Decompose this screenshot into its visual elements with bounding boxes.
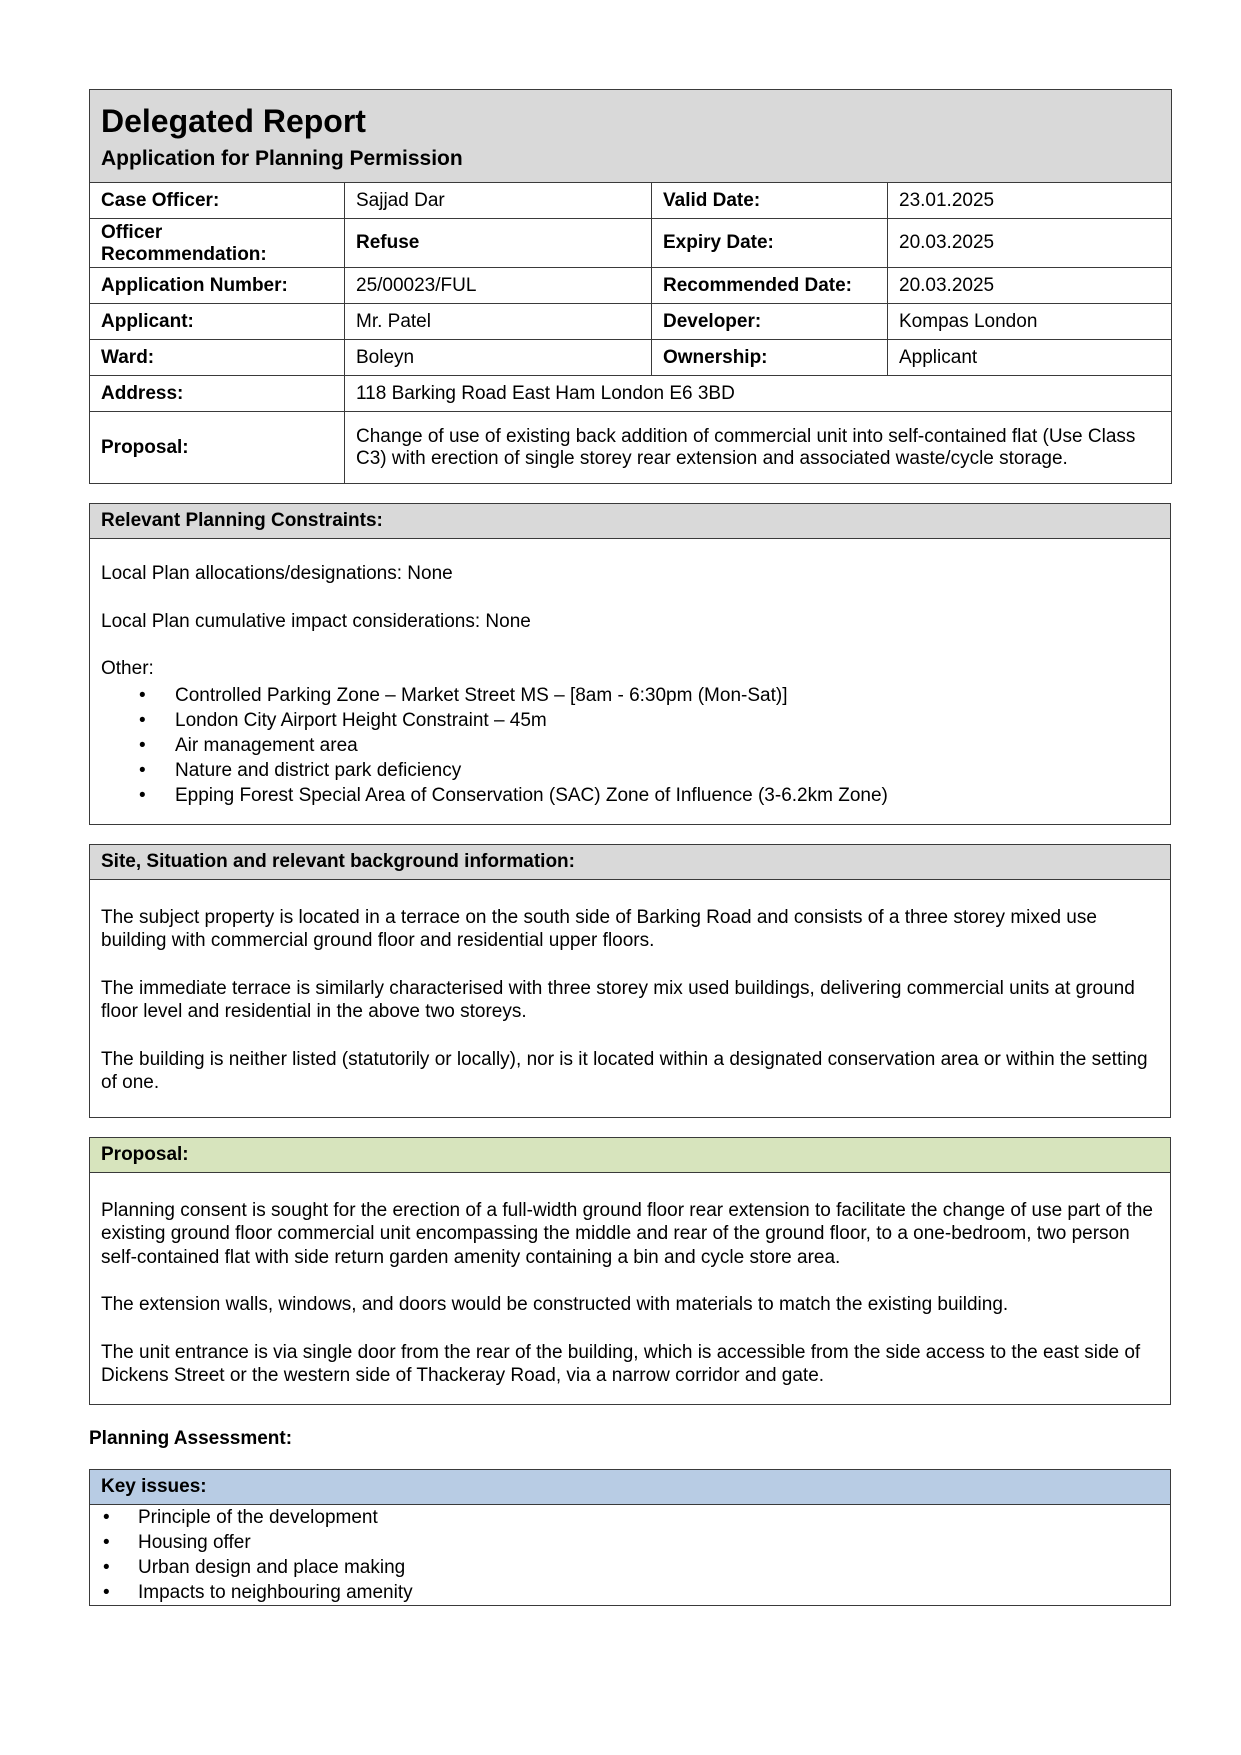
- site-body: [90, 880, 1170, 1117]
- site-paragraph: The subject property is located in a terrace on the south side of Barking Road and consists of a three storey mixed use building with commercial ground floor and residential upper floors.: [101, 906, 1097, 951]
- site-heading: Site, Situation and relevant background information:: [90, 845, 1170, 880]
- ownership-value: Applicant: [888, 340, 1172, 376]
- key-issues-heading: Key issues:: [90, 1470, 1170, 1505]
- other-label: Other:: [101, 658, 154, 679]
- proposal-heading: Proposal:: [90, 1138, 1170, 1173]
- list-item: • Urban design and place making: [101, 1555, 1159, 1580]
- proposal-paragraph: The extension walls, windows, and doors would be constructed with materials to match the existing building.: [101, 1294, 1009, 1315]
- key-issues-section: [89, 1469, 1171, 1606]
- proposal-paragraph: The unit entrance is via single door from the rear of the building, which is accessible from the side access to the east side of Dickens Street or the western side of Thackeray Road, via a narrow corridor and gate.: [101, 1341, 1141, 1386]
- list-item: • Principle of the development: [101, 1505, 1159, 1530]
- key-issues-body: [90, 1505, 1170, 1605]
- proposal-body: [90, 1173, 1170, 1404]
- applicant-label: Applicant:: [90, 304, 345, 340]
- planning-assessment-heading: Planning Assessment:: [89, 1427, 293, 1449]
- table-row: [90, 412, 1172, 484]
- list-item: • Nature and district park deficiency: [101, 758, 1159, 783]
- valid-date-label: Valid Date:: [652, 183, 888, 219]
- table-row: [90, 376, 1172, 412]
- site-section: [89, 844, 1171, 1118]
- proposal-value: Change of use of existing back addition of commercial unit into self-contained flat (Use Class C3) with erection of single storey rear extension and associated waste/cycle storage.: [345, 412, 1172, 484]
- recommended-date-label: Recommended Date:: [652, 268, 888, 304]
- recommendation-label: Officer Recommendation:: [90, 219, 345, 268]
- report-subtitle: Application for Planning Permission: [101, 147, 463, 170]
- case-officer-value: Sajjad Dar: [345, 183, 652, 219]
- constraints-body: [90, 539, 1170, 824]
- developer-value: Kompas London: [888, 304, 1172, 340]
- ward-value: Boleyn: [345, 340, 652, 376]
- developer-label: Developer:: [652, 304, 888, 340]
- site-paragraph: The building is neither listed (statutorily or locally), nor is it located within a designated conservation area or within the setting of one.: [101, 1048, 1148, 1093]
- report-title: Delegated Report: [101, 103, 366, 139]
- constraints-heading: Relevant Planning Constraints:: [90, 504, 1170, 539]
- list-item: • Air management area: [101, 733, 1159, 758]
- report-page: [89, 89, 1171, 1606]
- valid-date-value: 23.01.2025: [888, 183, 1172, 219]
- site-paragraph: The immediate terrace is similarly characterised with three storey mix used buildings, delivering commercial units at ground floor level and residential in the above two storeys.: [101, 977, 1135, 1022]
- application-details-table: [89, 89, 1172, 484]
- list-item: • Impacts to neighbouring amenity: [101, 1580, 1159, 1605]
- recommended-date-value: 20.03.2025: [888, 268, 1172, 304]
- table-row: [90, 340, 1172, 376]
- ward-label: Ward:: [90, 340, 345, 376]
- table-row: [90, 304, 1172, 340]
- proposal-section: [89, 1137, 1171, 1405]
- expiry-date-value: 20.03.2025: [888, 219, 1172, 268]
- ownership-label: Ownership:: [652, 340, 888, 376]
- key-issues-list: [101, 1505, 1159, 1605]
- address-label: Address:: [90, 376, 345, 412]
- application-number-label: Application Number:: [90, 268, 345, 304]
- list-item: • London City Airport Height Constraint – 45m: [101, 708, 1159, 733]
- table-row: [90, 268, 1172, 304]
- expiry-date-label: Expiry Date:: [652, 219, 888, 268]
- cumulative-impact: Local Plan cumulative impact considerations: None: [101, 610, 531, 632]
- address-value: 118 Barking Road East Ham London E6 3BD: [345, 376, 1172, 412]
- application-number-value: 25/00023/FUL: [345, 268, 652, 304]
- table-row: [90, 183, 1172, 219]
- proposal-paragraph: Planning consent is sought for the erection of a full-width ground floor rear extension to facilitate the change of use part of the existing ground floor commercial unit encompassing the middle and rear of the ground floor, to a one-bedroom, two person self-contained flat with side return garden amenity containing a bin and cycle store area.: [101, 1199, 1153, 1268]
- constraints-list: [101, 683, 1159, 808]
- recommendation-value: Refuse: [345, 219, 652, 268]
- table-row: [90, 219, 1172, 268]
- applicant-value: Mr. Patel: [345, 304, 652, 340]
- list-item: • Controlled Parking Zone – Market Street MS – [8am - 6:30pm (Mon-Sat)]: [101, 683, 1159, 708]
- proposal-label: Proposal:: [90, 412, 345, 484]
- list-item: • Housing offer: [101, 1530, 1159, 1555]
- list-item: • Epping Forest Special Area of Conservation (SAC) Zone of Influence (3-6.2km Zone): [101, 783, 1159, 808]
- title-row: [90, 90, 1172, 183]
- case-officer-label: Case Officer:: [90, 183, 345, 219]
- title-cell: [90, 90, 1172, 183]
- local-plan-allocations: Local Plan allocations/designations: None: [101, 563, 453, 584]
- constraints-section: [89, 503, 1171, 825]
